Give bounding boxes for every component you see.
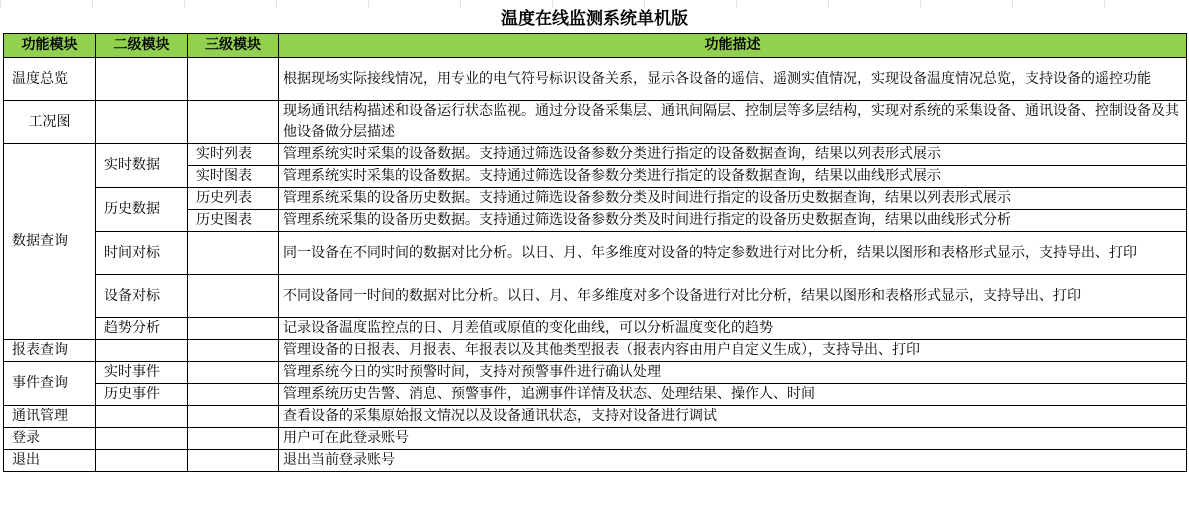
header-row xyxy=(4,34,1187,58)
cell-empty[interactable] xyxy=(188,232,279,275)
cell-desc-comm-mgmt[interactable]: 查看设备的采集原始报文情况以及设备通讯状态，支持对设备进行调试 xyxy=(279,406,1187,428)
cell-empty[interactable] xyxy=(188,275,279,318)
table-row xyxy=(4,232,1187,275)
table-row xyxy=(4,318,1187,340)
cell-desc-device-compare[interactable]: 不同设备同一时间的数据对比分析。以日、月、年多维度对多个设备进行对比分析，结果以图形和表格形式显示，支持导出、打印 xyxy=(279,275,1187,318)
cell-empty[interactable] xyxy=(96,450,188,472)
header-level3[interactable]: 三级模块 xyxy=(188,34,279,58)
cell-level2-realtime-data[interactable]: 实时数据 xyxy=(96,144,188,188)
cell-desc-logout[interactable]: 退出当前登录账号 xyxy=(279,450,1187,472)
cell-module-logout[interactable]: 退出 xyxy=(4,450,96,472)
cell-module-event-query[interactable]: 事件查询 xyxy=(4,362,96,406)
cell-desc-time-compare[interactable]: 同一设备在不同时间的数据对比分析。以日、月、年多维度对设备的特定参数进行对比分析，结果以图形和表格形式显示，支持导出、打印 xyxy=(279,232,1187,275)
function-table xyxy=(3,33,1187,472)
cell-empty[interactable] xyxy=(188,406,279,428)
cell-desc-history-list[interactable]: 管理系统采集的设备历史数据。支持通过筛选设备参数分类及时间进行指定的设备历史数据查询，结果以列表形式展示 xyxy=(279,188,1187,210)
cell-empty[interactable] xyxy=(96,58,188,101)
table-row xyxy=(4,144,1187,166)
cell-desc-realtime-chart[interactable]: 管理系统实时采集的设备数据。支持通过筛选设备参数分类进行指定的设备数据查询，结果以曲线形式展示 xyxy=(279,166,1187,188)
cell-level3-realtime-chart[interactable]: 实时图表 xyxy=(188,166,279,188)
cell-module-comm-mgmt[interactable]: 通讯管理 xyxy=(4,406,96,428)
cell-empty[interactable] xyxy=(96,428,188,450)
cell-level2-trend[interactable]: 趋势分析 xyxy=(96,318,188,340)
table-row xyxy=(4,58,1187,101)
cell-desc-history-chart[interactable]: 管理系统采集的设备历史数据。支持通过筛选设备参数分类及时间进行指定的设备历史数据查询，结果以曲线形式分析 xyxy=(279,210,1187,232)
cell-desc-temp-overview[interactable]: 根据现场实际接线情况，用专业的电气符号标识设备关系，显示各设备的遥信、遥测实值情况，实现设备温度情况总览，支持设备的遥控功能 xyxy=(279,58,1187,101)
cell-level3-realtime-list[interactable]: 实时列表 xyxy=(188,144,279,166)
cell-desc-history-event[interactable]: 管理系统历史告警、消息、预警事件，追溯事件详情及状态、处理结果、操作人、时间 xyxy=(279,384,1187,406)
cell-module-report-query[interactable]: 报表查询 xyxy=(4,340,96,362)
table-row xyxy=(4,188,1187,210)
sheet-title: 温度在线监测系统单机版 xyxy=(501,9,688,29)
cell-module-login[interactable]: 登录 xyxy=(4,428,96,450)
cell-empty[interactable] xyxy=(96,406,188,428)
table-row xyxy=(4,384,1187,406)
cell-empty[interactable] xyxy=(188,384,279,406)
cell-module-temp-overview[interactable]: 温度总览 xyxy=(4,58,96,101)
table-row xyxy=(4,428,1187,450)
table-row xyxy=(4,450,1187,472)
cell-level2-device-compare[interactable]: 设备对标 xyxy=(96,275,188,318)
cell-empty[interactable] xyxy=(188,58,279,101)
table-row xyxy=(4,362,1187,384)
cell-empty[interactable] xyxy=(188,362,279,384)
cell-desc-report-query[interactable]: 管理设备的日报表、月报表、年报表以及其他类型报表（报表内容由用户自定义生成），支持导出、打印 xyxy=(279,340,1187,362)
cell-level3-history-chart[interactable]: 历史图表 xyxy=(188,210,279,232)
cell-empty[interactable] xyxy=(96,101,188,144)
cell-level3-history-list[interactable]: 历史列表 xyxy=(188,188,279,210)
cell-desc-status-diagram[interactable]: 现场通讯结构描述和设备运行状态监视。通过分设备采集层、通讯间隔层、控制层等多层结构，实现对系统的采集设备、通讯设备、控制设备及其他设备做分层描述 xyxy=(279,101,1187,144)
table-row xyxy=(4,406,1187,428)
cell-module-status-diagram[interactable]: 工况图 xyxy=(4,101,96,144)
header-level2[interactable]: 二级模块 xyxy=(96,34,188,58)
table-row xyxy=(4,101,1187,144)
cell-module-data-query[interactable]: 数据查询 xyxy=(4,144,96,340)
cell-level2-realtime-event[interactable]: 实时事件 xyxy=(96,362,188,384)
cell-level2-time-compare[interactable]: 时间对标 xyxy=(96,232,188,275)
header-module[interactable]: 功能模块 xyxy=(4,34,96,58)
cell-empty[interactable] xyxy=(188,318,279,340)
cell-desc-realtime-event[interactable]: 管理系统今日的实时预警时间，支持对预警事件进行确认处理 xyxy=(279,362,1187,384)
cell-empty[interactable] xyxy=(188,101,279,144)
cell-level2-history-event[interactable]: 历史事件 xyxy=(96,384,188,406)
cell-empty[interactable] xyxy=(188,428,279,450)
table-row xyxy=(4,340,1187,362)
table-row xyxy=(4,275,1187,318)
cell-desc-login[interactable]: 用户可在此登录账号 xyxy=(279,428,1187,450)
cell-empty[interactable] xyxy=(188,340,279,362)
cell-desc-realtime-list[interactable]: 管理系统实时采集的设备数据。支持通过筛选设备参数分类进行指定的设备数据查询，结果以列表形式展示 xyxy=(279,144,1187,166)
cell-desc-trend[interactable]: 记录设备温度监控点的日、月差值或原值的变化曲线，可以分析温度变化的趋势 xyxy=(279,318,1187,340)
cell-empty[interactable] xyxy=(96,340,188,362)
header-desc[interactable]: 功能描述 xyxy=(279,34,1187,58)
cell-empty[interactable] xyxy=(188,450,279,472)
cell-level2-history-data[interactable]: 历史数据 xyxy=(96,188,188,232)
